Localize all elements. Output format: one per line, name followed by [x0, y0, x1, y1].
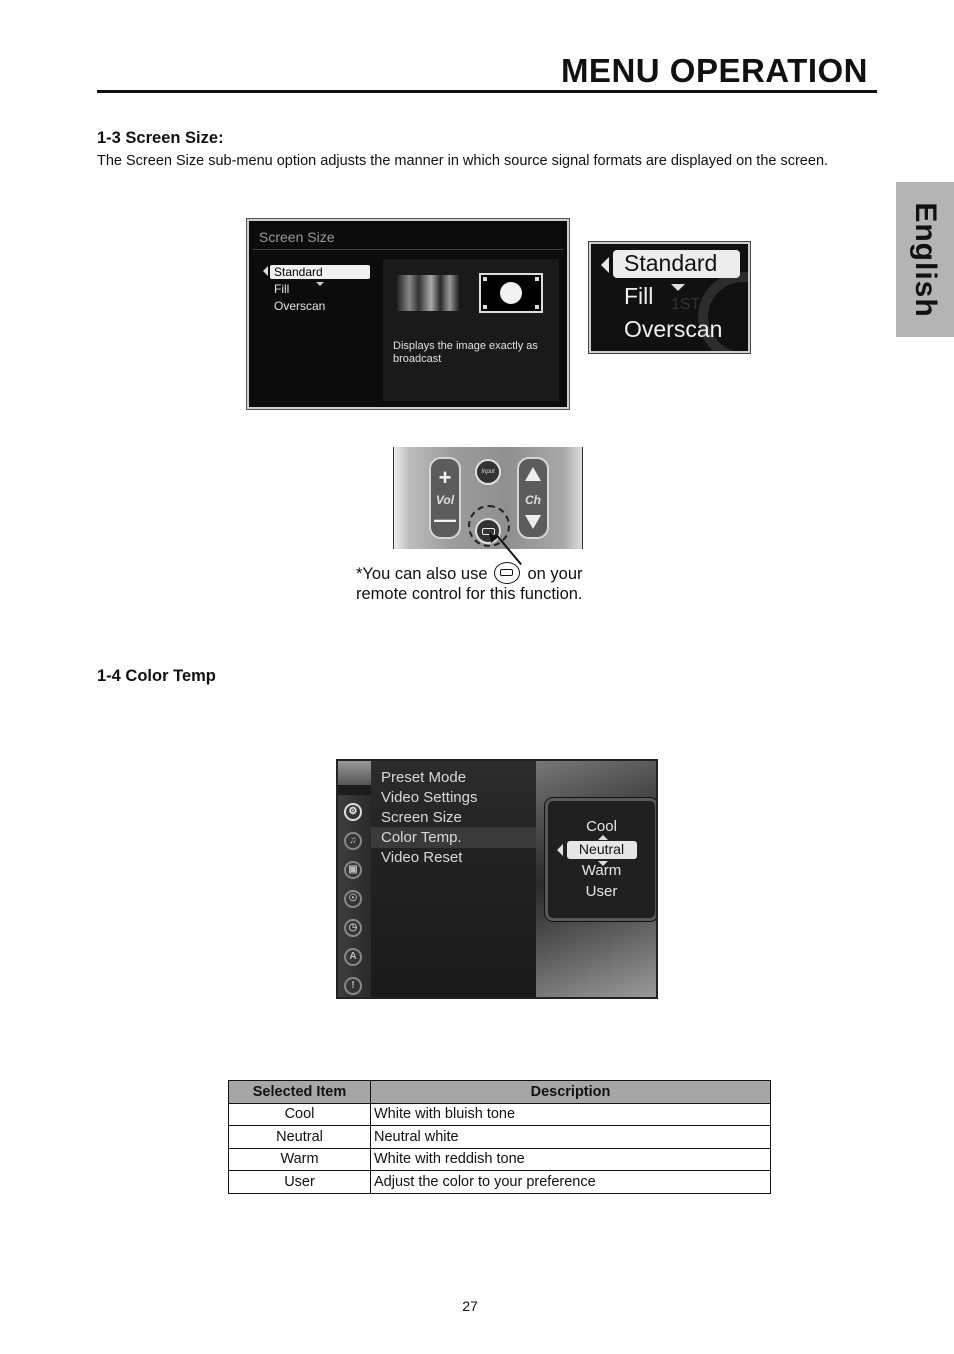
screen-size-icon — [494, 562, 520, 584]
osd-description: Displays the image exactly as broadcast — [393, 340, 538, 365]
channel-up-icon[interactable] — [525, 467, 541, 481]
tip-text-line2: remote control for this function. — [356, 585, 583, 603]
popup-option-cool[interactable]: Cool — [586, 818, 617, 835]
menu-item-video-reset[interactable]: Video Reset — [381, 849, 463, 866]
page-title: MENU OPERATION — [560, 52, 868, 89]
clock-icon[interactable]: ◷ — [344, 919, 362, 937]
corner-mark — [535, 277, 539, 281]
input-button-label: Input — [481, 469, 495, 475]
table-row — [229, 1148, 771, 1171]
popup-option-warm[interactable]: Warm — [581, 862, 622, 879]
page-number: 27 — [462, 1298, 478, 1314]
table-row — [229, 1103, 771, 1126]
volume-label: Vol — [435, 493, 455, 507]
osd-title: Screen Size — [259, 229, 335, 245]
aspect-circle — [500, 282, 522, 304]
remote-tip — [356, 562, 583, 604]
table-cell-description: Adjust the color to your preference — [371, 1171, 771, 1194]
gear-icon[interactable]: ⚙ — [344, 803, 362, 821]
section-heading-color-temp: 1-4 Color Temp — [97, 667, 216, 685]
osd-title-rule — [253, 249, 563, 250]
popup-option-neutral[interactable]: Neutral — [578, 841, 625, 857]
zoom-option-standard[interactable]: Standard — [624, 250, 718, 276]
menu-item-video-settings[interactable]: Video Settings — [381, 789, 478, 806]
corner-mark — [535, 305, 539, 309]
menu-item-preset-mode[interactable]: Preset Mode — [381, 769, 467, 786]
lock-icon[interactable]: ☉ — [344, 890, 362, 908]
menu-list — [371, 761, 536, 997]
corner-mark — [483, 305, 487, 309]
zoom-option-fill[interactable]: Fill — [624, 283, 654, 309]
volume-rocker[interactable] — [429, 457, 461, 539]
section-body-screen-size: The Screen Size sub-menu option adjusts the manner in which source signal formats are displayed on the screen. — [97, 153, 829, 169]
table-header-selected-item: Selected Item — [229, 1081, 371, 1104]
language-tab-label: English — [909, 201, 942, 318]
color-temp-osd — [336, 759, 658, 999]
audio-icon[interactable]: ♫ — [344, 832, 362, 850]
table-cell-description: Neutral white — [371, 1126, 771, 1149]
aspect-screen-icon — [479, 273, 543, 313]
up-arrow-icon — [598, 835, 608, 840]
color-temp-table — [228, 1080, 771, 1194]
table-header-row — [229, 1081, 771, 1104]
screen-size-osd — [247, 219, 569, 409]
left-arrow-icon — [601, 257, 609, 273]
left-arrow-icon — [263, 266, 268, 276]
table-cell-item: Warm — [229, 1148, 371, 1171]
osd-option-overscan[interactable]: Overscan — [274, 299, 326, 313]
input-button[interactable] — [475, 459, 501, 485]
channel-rocker[interactable] — [517, 457, 549, 539]
background-text: 1ST — [671, 296, 701, 313]
osd-preview-panel — [383, 259, 559, 401]
zoom-option-overscan[interactable]: Overscan — [624, 316, 723, 342]
popup-option-user[interactable]: User — [585, 883, 618, 900]
color-temp-popup — [545, 798, 658, 921]
setup-icon[interactable]: A — [344, 948, 362, 966]
table-cell-item: User — [229, 1171, 371, 1194]
table-header-description: Description — [371, 1081, 771, 1104]
menu-item-color-temp[interactable]: Color Temp. — [381, 829, 462, 846]
title-rule — [97, 90, 877, 93]
tip-text-before: *You can also use — [356, 565, 488, 583]
osd-option-standard[interactable]: Standard — [274, 265, 323, 279]
table-row — [229, 1126, 771, 1149]
table-cell-item: Neutral — [229, 1126, 371, 1149]
top-strip — [338, 761, 371, 785]
preview-photo — [397, 275, 459, 311]
icon-sidebar — [338, 795, 371, 997]
section-heading-screen-size: 1-3 Screen Size: — [97, 129, 224, 147]
channel-down-icon[interactable] — [525, 515, 541, 529]
corner-mark — [483, 277, 487, 281]
tip-text-after: on your — [527, 565, 583, 583]
osd-option-fill[interactable]: Fill — [274, 282, 290, 296]
down-arrow-icon — [316, 282, 324, 286]
table-cell-description: White with reddish tone — [371, 1148, 771, 1171]
channel-label: Ch — [525, 493, 541, 507]
screen-size-zoom — [589, 242, 750, 353]
minus-icon[interactable]: — — [434, 507, 456, 532]
plus-icon[interactable]: + — [438, 465, 452, 490]
down-arrow-icon — [671, 284, 685, 291]
table-cell-description: White with bluish tone — [371, 1103, 771, 1126]
menu-item-screen-size[interactable]: Screen Size — [381, 809, 462, 826]
info-icon[interactable]: ! — [344, 977, 362, 995]
table-row — [229, 1171, 771, 1194]
screen-icon[interactable]: ▣ — [344, 861, 362, 879]
language-tab — [896, 182, 954, 337]
table-cell-item: Cool — [229, 1103, 371, 1126]
